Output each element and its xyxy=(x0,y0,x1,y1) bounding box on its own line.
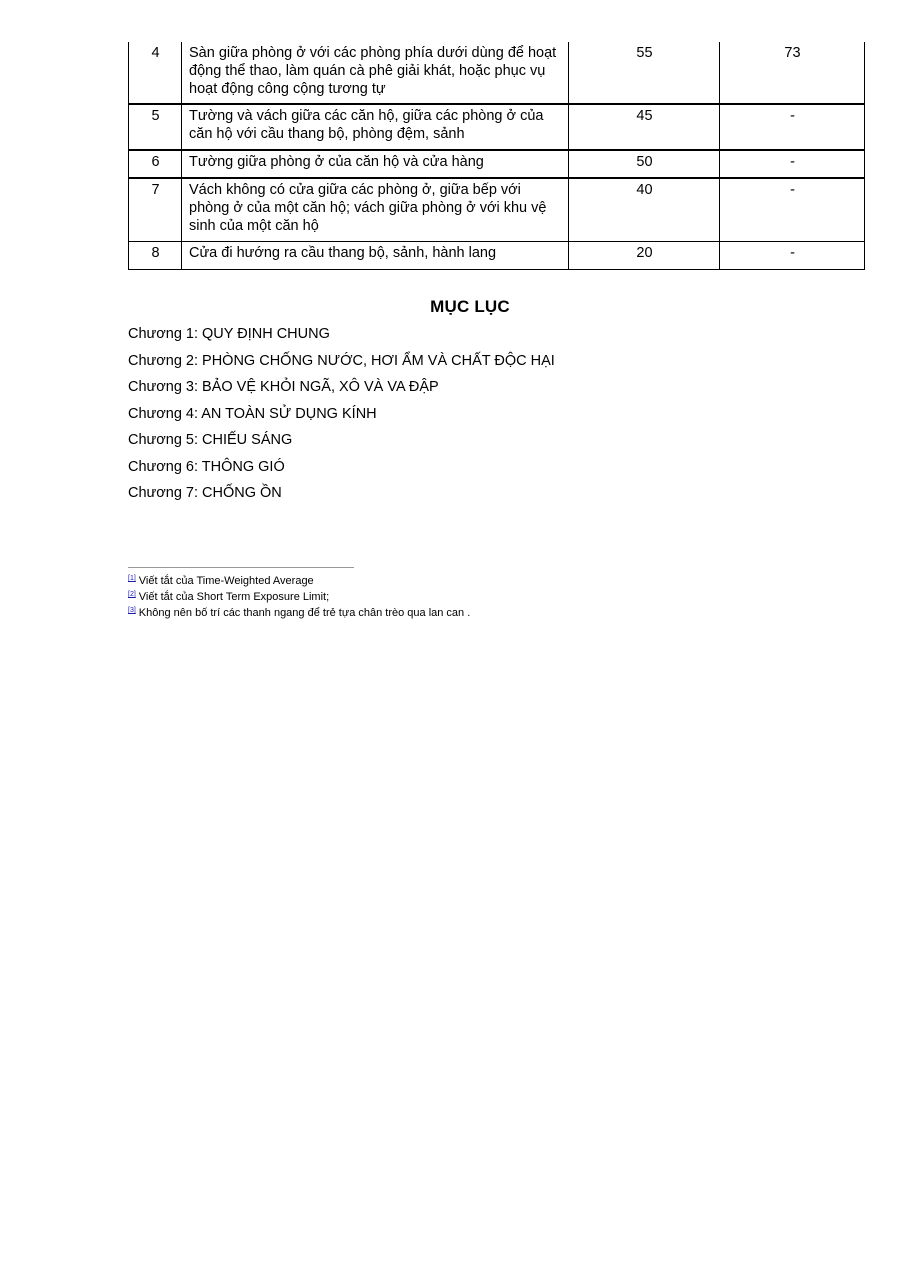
footnote-divider xyxy=(128,567,354,568)
row-description: Sàn giữa phòng ở với các phòng phía dưới dùng để hoạt động thể thao, làm quán cà phê giải khát, hoặc phục vụ hoạt động công cộng tương tự xyxy=(182,42,569,104)
footnote-text: Không nên bố trí các thanh ngang để trẻ tựa chân trèo qua lan can . xyxy=(138,607,471,619)
row-number: 4 xyxy=(129,42,182,104)
table-row xyxy=(129,42,865,104)
row-value-2: 73 xyxy=(720,42,865,104)
sound-insulation-table xyxy=(128,42,865,270)
toc-item-chapter-4: Chương 4: AN TOÀN SỬ DỤNG KÍNH xyxy=(128,405,377,422)
footnote xyxy=(128,572,470,588)
toc-item-chapter-7: Chương 7: CHỐNG ỒN xyxy=(128,485,282,501)
toc-item-chapter-6: Chương 6: THÔNG GIÓ xyxy=(128,458,285,475)
row-value-1: 40 xyxy=(569,178,720,241)
toc-item-chapter-1: Chương 1: QUY ĐỊNH CHUNG xyxy=(128,326,330,342)
toc-item-chapter-2: Chương 2: PHÒNG CHỐNG NƯỚC, HƠI ẨM VÀ CHẤT ĐỘC HẠI xyxy=(128,352,555,369)
row-number: 8 xyxy=(129,241,182,269)
toc-title: MỤC LỤC xyxy=(430,297,510,316)
toc-item-chapter-5: Chương 5: CHIẾU SÁNG xyxy=(128,432,293,448)
footnote xyxy=(128,588,470,604)
footnote-text: Viết tắt của Short Term Exposure Limit; xyxy=(138,591,330,603)
table-row xyxy=(129,150,865,178)
table-row xyxy=(129,178,865,241)
footnote-link[interactable]: [2] xyxy=(128,591,136,598)
row-number: 6 xyxy=(129,150,182,178)
row-value-2: - xyxy=(720,104,865,150)
row-value-2: - xyxy=(720,150,865,178)
footnote-link[interactable]: [1] xyxy=(128,575,136,582)
row-value-2: - xyxy=(720,241,865,269)
row-value-1: 20 xyxy=(569,241,720,269)
row-description: Vách không có cửa giữa các phòng ở, giữa bếp với phòng ở của một căn hộ; vách giữa phòng ở với khu vệ sinh của một căn hộ xyxy=(182,178,569,241)
footnotes xyxy=(128,572,470,620)
table-row xyxy=(129,104,865,150)
row-description: Tường giữa phòng ở của căn hộ và cửa hàng xyxy=(182,150,569,178)
footnote xyxy=(128,604,470,620)
row-value-2: - xyxy=(720,178,865,241)
row-value-1: 50 xyxy=(569,150,720,178)
row-value-1: 55 xyxy=(569,42,720,104)
row-description: Cửa đi hướng ra cầu thang bộ, sảnh, hành lang xyxy=(182,241,569,269)
footnote-text: Viết tắt của Time-Weighted Average xyxy=(138,575,314,587)
row-value-1: 45 xyxy=(569,104,720,150)
footnote-link[interactable]: [3] xyxy=(128,607,136,614)
toc-list xyxy=(128,325,555,511)
row-description: Tường và vách giữa các căn hộ, giữa các phòng ở của căn hộ với cầu thang bộ, phòng đệm, sảnh xyxy=(182,104,569,150)
row-number: 5 xyxy=(129,104,182,150)
row-number: 7 xyxy=(129,178,182,241)
table-row xyxy=(129,241,865,269)
toc-item-chapter-3: Chương 3: BẢO VỆ KHỎI NGÃ, XÔ VÀ VA ĐẬP xyxy=(128,379,439,395)
